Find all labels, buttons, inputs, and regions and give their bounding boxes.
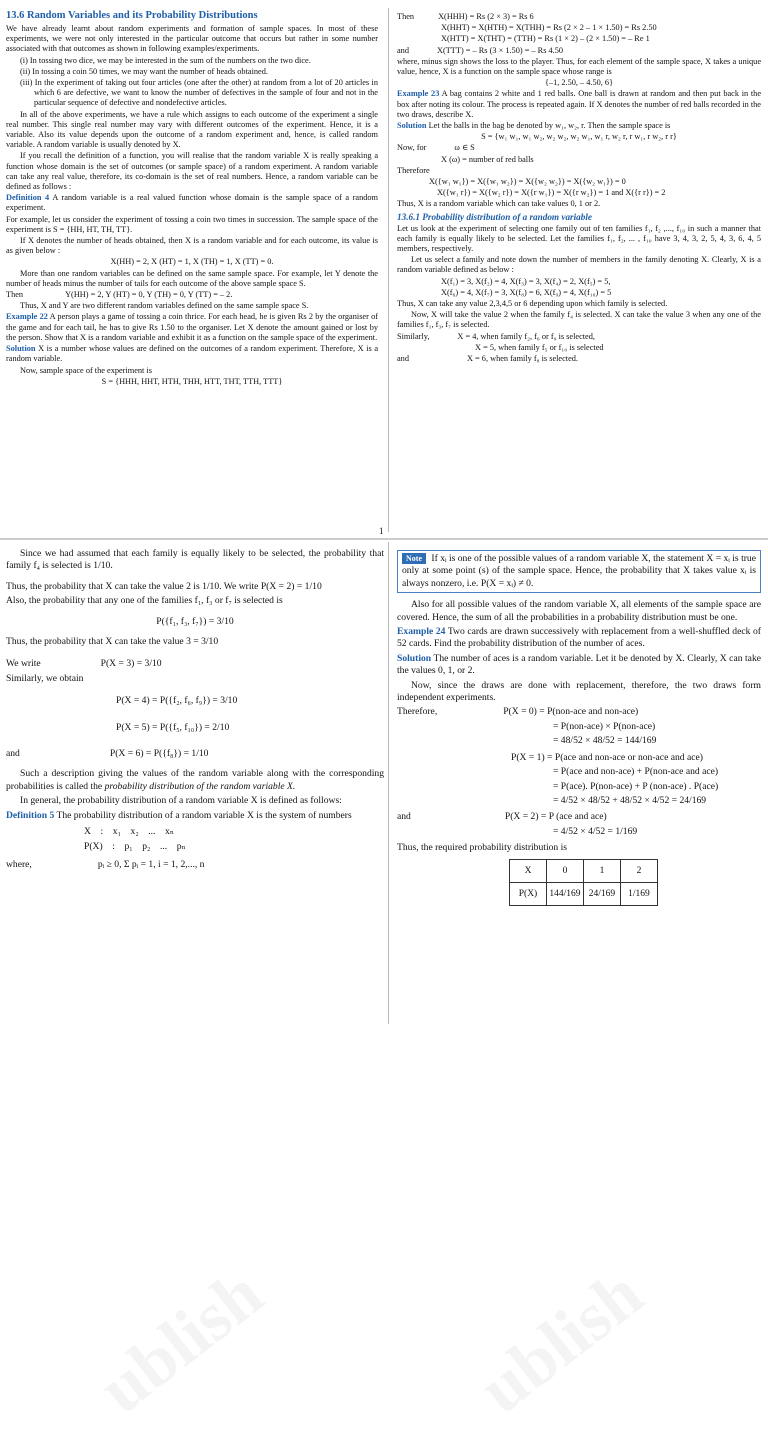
table-cell: 24/169 [584, 882, 621, 905]
definition-label: Definition 5 [6, 809, 55, 821]
equation: ω ∈ S [454, 143, 475, 153]
equation: = 4/52 × 4/52 = 1/169 [553, 825, 638, 837]
equation: S = {w₁ w₁, w₁ w₂, w₂ w₂, w₂ w₁, w₁ r, w₂ r, r w₁, r w₂, r r} [481, 132, 677, 142]
equation-line [397, 46, 761, 56]
paragraph: Thus, X is a random variable which can take values 0, 1 or 2. [397, 199, 601, 209]
solution [397, 653, 761, 678]
equation: = P(non-ace) × P(non-ace) [553, 720, 656, 732]
equation: S = {HHH, HHT, HTH, THH, HTT, THT, TTH, TTT} [101, 376, 283, 386]
example-text: Two cards are drawn successively with replacement from a well-shuffled deck of 52 cards. Find the probability distribution of the number of aces. [397, 626, 761, 650]
table-cell: 1/169 [621, 882, 658, 905]
equation: X (ω) = number of red balls [441, 154, 534, 164]
definition-text: The probability distribution of a random variable X is the system of numbers [54, 809, 352, 821]
paragraph: If X denotes the number of heads obtained, then X is a random variable and for each outcome, its value is as given below : [6, 236, 378, 256]
paragraph: In all of the above experiments, we have a rule which assigns to each outcome of the experiment a single real number. This single real number may vary with different outcomes of the experiment. Hence, it is a variable. Also its value depends upon the outcome of a random experiment and, hence, is called random variable. A random variable is usually denoted by X. [6, 109, 378, 150]
paragraph: where, minus sign shows the loss to the player. Thus, for each element of the sample space, X takes a unique value, hence, X is a function on the sample space whose range is [397, 56, 761, 77]
equation: P(X = 6) = P({f₈}) = 1/10 [109, 748, 209, 760]
solution-text: X is a number whose values are defined on the outcomes of a random experiment. Therefore, X is a random variable. [6, 344, 378, 364]
equation: X(f₁) = 3, X(f₂) = 4, X(f₃) = 3, X(f₄) = 2, X(f₅) = 5, [441, 276, 611, 286]
list-item: (i) In tossing two dice, we may be interested in the sum of the numbers on the two dice. [20, 55, 311, 65]
paragraph: In general, the probability distribution of a random variable X is defined as follows: [20, 795, 342, 807]
equation-line [397, 706, 761, 718]
paragraph: More than one random variables can be defined on the same sample space. For example, let Y denote the number of heads minus the number of tails for each outcome of the above sample space S. [6, 268, 378, 288]
equation-label: Then [397, 12, 415, 21]
equation: P(X = 1) = P(ace and non-ace or non-ace and ace) [511, 751, 703, 763]
watermark [85, 1254, 278, 1430]
table-cell: 0 [547, 859, 584, 882]
bottom-page [0, 542, 768, 1024]
equation: P(X = 3) = 3/10 [100, 658, 162, 670]
solution-text: The number of aces is a random variable. Let it be denoted by X. Clearly, X can take the values 0, 1, or 2. [397, 652, 761, 677]
paragraph: Also, the probability that any one of the families f₁, f₃ or f₇ is selected is [6, 595, 283, 607]
equation: {–1, 2.50, – 4.50, 6} [544, 78, 614, 88]
example-label: Example 22 [6, 312, 48, 322]
example-22 [6, 312, 378, 343]
equation-label: Now, for [397, 143, 427, 153]
equation: = 48/52 × 48/52 = 144/169 [553, 735, 657, 747]
equation: X(f₆) = 4, X(f₇) = 3, X(f₈) = 6, X(f₉) = 4, X(f₁₀) = 5 [441, 287, 612, 297]
solution-label: Solution [397, 121, 427, 131]
equation: Y(HH) = 2, Y (HT) = 0, Y (TH) = 0, Y (TT) = – 2. [65, 290, 233, 300]
definition-5 [6, 810, 384, 822]
equation: X(HHT) = X(HTH) = X(THH) = Rs (2 × 2 – 1 × 1.50) = Rs 2.50 [441, 23, 657, 33]
paragraph [6, 768, 384, 793]
top-left-column [6, 10, 378, 537]
equation: X(HH) = 2, X (HT) = 1, X (TH) = 1, X (TT) = 0. [110, 257, 274, 267]
table-header-cell: P(X) [510, 882, 547, 905]
page-number: 1 [379, 526, 384, 536]
example-text: A bag contains 2 white and 1 red balls. One ball is drawn at random and then put back in the box after noting its colour. The process is repeated again. If X denotes the number of red balls recorded in the two draws, describe X. [397, 89, 761, 119]
paragraph: Thus, the probability that X can take the value 2 is 1/10. We write P(X = 2) = 1/10 [6, 580, 322, 592]
solution [6, 344, 378, 364]
equation: = P(ace). P(non-ace) + P (non-ace) . P(ace) [553, 780, 719, 792]
note-text: If xᵢ is one of the possible values of a random variable X, the statement X = xᵢ is true only at some point (s) of the sample space. Hence, the probability that X takes value xᵢ is always nonzero, i.e. P(X = xᵢ) ≠ 0. [402, 553, 756, 589]
equation-line [6, 748, 384, 760]
example-23 [397, 89, 761, 120]
solution-text: Let the balls in the bag be denoted by w₁, w₂, r. Then the sample space is [426, 121, 671, 131]
definition-text: A random variable is a real valued function whose domain is the sample space of a random experiment. [6, 193, 378, 213]
top-right-column [397, 12, 761, 537]
bottom-right-column [397, 548, 761, 1024]
paragraph: For example, let us consider the experiment of tossing a coin two times in succession. The sample space of the experiment is S = {HH, HT, TH, TT}. [6, 214, 378, 234]
paragraph: Let us look at the experiment of selecting one family out of ten families f₁, f₂ ,..., f₁₀ in such a manner that each family is equally likely to be selected. Let the families f₁, f₂, ... , f₁₀ have 3, 4, 3, 2, 5, 4, 3, 6, 4, 5 members, respectively. [397, 223, 761, 254]
paragraph: Since we had assumed that each family is equally likely to be selected, the probability that family f₄ is selected is 1/10. [6, 548, 384, 572]
paragraph-text: Such a description giving the values of the random variable along with the corresponding probabilities is called the [6, 768, 384, 792]
distribution-row-x: X : x₁ x₂ ... xₙ [84, 826, 174, 838]
watermark [465, 1254, 658, 1430]
equation-label: and [397, 811, 411, 823]
paragraph: If you recall the definition of a function, you will realise that the random variable X is really speaking a function whose domain is the set of outcomes (or sample space) of a random experiment. A random variable can take any real value, therefore, its co-domain is the set of real numbers. Hence, a random variable can be defined as follows : [6, 151, 378, 192]
equation-line [6, 658, 384, 670]
solution [397, 121, 761, 131]
equation-line [397, 354, 761, 364]
paragraph: Also for all possible values of the random variable X, all elements of the sample space are covered. Hence, the sum of all the probabilities in a probability distribution must be one. [397, 599, 761, 623]
table-header-cell: X [510, 859, 547, 882]
equation: pᵢ ≥ 0, Σ pᵢ = 1, i = 1, 2,..., n [97, 858, 205, 870]
paragraph: Let us select a family and note down the number of members in the family denoting X. Clearly, X is a random variable defined as below : [397, 255, 761, 275]
paragraph: Similarly, we obtain [6, 672, 84, 684]
equation-line [397, 332, 761, 342]
equation-label: Similarly, [397, 331, 430, 341]
equation: = P(ace and non-ace) + P(non-ace and ace) [553, 766, 719, 778]
table-cell: 1 [584, 859, 621, 882]
solution-label: Solution [397, 652, 432, 664]
equation: X(HHH) = Rs (2 × 3) = Rs 6 [438, 12, 534, 21]
paragraph: Now, since the draws are done with replacement, therefore, the two draws form independent experiments. [397, 679, 761, 704]
equation: P({f₁, f₃, f₇}) = 3/10 [156, 615, 234, 627]
paragraph: Now, X will take the value 2 when the family f₄ is selected. X can take the value 3 when any one of the families f₁, f₃, f₇ is selected. [397, 310, 761, 330]
probability-distribution-table [509, 859, 658, 906]
example-24 [397, 626, 761, 651]
table-row [510, 882, 658, 905]
bottom-left-column [6, 548, 384, 1024]
subsection-heading: 13.6.1 Probability distribution of a random variable [397, 211, 592, 222]
equation: X(TTT) = – Rs (3 × 1.50) = – Rs 4.50 [436, 45, 564, 55]
page-divider [0, 538, 768, 540]
solution-label: Solution [6, 344, 36, 354]
list-item: (ii) In tossing a coin 50 times, we may want the number of heads obtained. [20, 66, 268, 76]
emphasis: probability distribution of the random variable X. [104, 780, 296, 792]
note [402, 553, 756, 590]
equation-line [6, 859, 384, 871]
top-page [0, 0, 768, 537]
equation-label: Therefore [397, 165, 430, 175]
column-divider [388, 542, 389, 1024]
table-cell: 2 [621, 859, 658, 882]
table-cell: 144/169 [547, 882, 584, 905]
paragraph: Thus, X can take any value 2,3,4,5 or 6 depending upon which family is selected. [397, 299, 668, 309]
equation-label: and [6, 748, 20, 760]
distribution-row-p: P(X) : p₁ p₂ ... pₙ [84, 840, 186, 852]
equation: X = 6, when family f₈ is selected. [466, 354, 579, 364]
example-label: Example 23 [397, 89, 440, 99]
equation: X = 4, when family f₂, f₆ or f₉ is selected, [457, 331, 595, 341]
equation-line [397, 12, 761, 22]
table-row [510, 859, 658, 882]
note-badge: Note [402, 553, 426, 564]
list-item: (iii) In the experiment of taking out four articles (one after the other) at random from a lot of 20 articles in which 6 are defective, we want to know the number of defectives in the sample of four and not in the particular sequence of defective and nondefective articles. [20, 78, 378, 108]
equation-label: Then [6, 290, 24, 300]
equation-line [397, 811, 761, 823]
equation-line [397, 143, 761, 153]
equation: X = 5, when family f₅ or f₁₀ is selected [475, 342, 604, 352]
equation: P(X = 5) = P({f₅, f₁₀}) = 2/10 [116, 721, 230, 733]
definition-label: Definition 4 [6, 193, 50, 203]
equation: X({w₁ w₁}) = X({w₁ w₂}) = X({w₂ w₂}) = X({w₂ w₁}) = 0 [429, 177, 626, 187]
section-heading: 13.6 Random Variables and its Probability Distributions [6, 10, 258, 21]
note-box [397, 550, 761, 593]
equation-label: and [397, 45, 409, 55]
equation: X(HTT) = X(THT) = (TTH) = Rs (1 × 2) – (2 × 1.50) = – Re 1 [441, 34, 650, 44]
equation-label: where, [6, 858, 32, 870]
paragraph: We have already learnt about random experiments and formation of sample spaces. In most of these experiments, we were not only interested in the particular outcome that occurs but rather in some number associated with that outcomes as shown in following examples/experiments. [6, 24, 378, 54]
equation-label: We write [6, 658, 41, 670]
equation: P(X = 4) = P({f₂, f₆, f₉}) = 3/10 [116, 695, 238, 707]
equation: P(X = 2) = P (ace and ace) [504, 811, 607, 823]
definition-4 [6, 193, 378, 213]
example-text: A person plays a game of tossing a coin thrice. For each head, he is given Rs 2 by the organiser of the game and for each tail, he has to give Rs 1.50 to the organiser. Let X denote the amount gained or lost by the person. Show that X is a random variable and exhibit it as a function on the sample space of the experiment. [6, 312, 378, 342]
equation: P(X = 0) = P(non-ace and non-ace) [503, 706, 639, 718]
equation-label: and [397, 354, 409, 364]
equation: = 4/52 × 48/52 + 48/52 × 4/52 = 24/169 [553, 794, 707, 806]
paragraph: Thus, X and Y are two different random variables defined on the same sample space S. [20, 301, 309, 311]
column-divider [388, 8, 389, 532]
paragraph: Now, sample space of the experiment is [20, 365, 152, 375]
equation: X({w₁ r}) = X({w₂ r}) = X({r w₁}) = X({r w₂}) = 1 and X({r r}) = 2 [437, 188, 666, 198]
equation-line [6, 290, 378, 300]
equation-label: Therefore, [397, 706, 438, 718]
example-label: Example 24 [397, 626, 446, 638]
paragraph: Thus, the required probability distribution is [397, 842, 567, 854]
paragraph: Thus, the probability that X can take the value 3 = 3/10 [6, 636, 219, 648]
